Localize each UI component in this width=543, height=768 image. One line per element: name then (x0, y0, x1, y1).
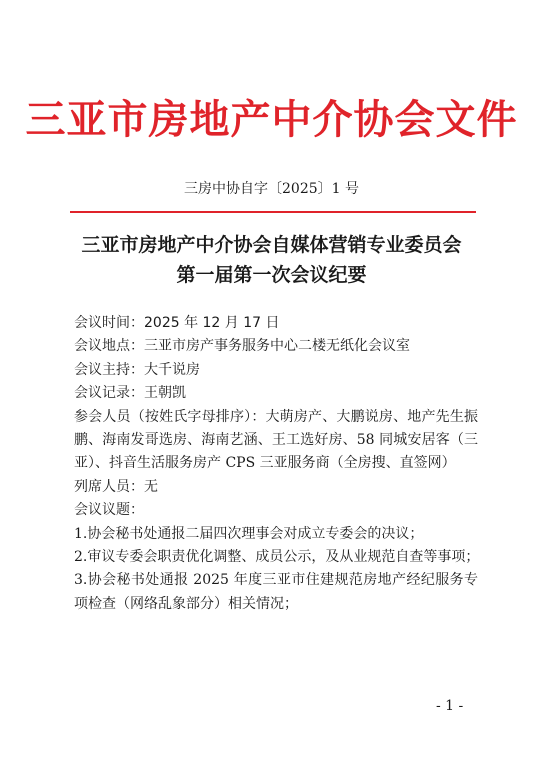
meeting-recorder-value: 王朝凯 (144, 385, 186, 402)
agenda-item-2: 2.审议专委会职责优化调整、成员公示，及从业规范自查等事项； (74, 549, 480, 566)
meeting-host-row (74, 359, 478, 382)
document-title-line-2: 第一届第一次会议纪要 (176, 264, 367, 286)
meeting-time-value: 2025 年 12 月 17 日 (144, 315, 280, 331)
meeting-time-row (74, 312, 478, 335)
meeting-place-value: 三亚市房产事务服务中心二楼无纸化会议室 (144, 338, 410, 355)
meeting-place-label: 会议地点： (74, 338, 144, 355)
meeting-host-label: 会议主持： (74, 361, 144, 378)
meeting-recorder-row (74, 382, 478, 405)
meeting-agenda-label: 会议议题： (74, 502, 144, 519)
agenda-item-3: 3.协会秘书处通报 2025 年度三亚市住建规范房地产经纪服务专项检查（网络乱象部分）相关情况； (74, 572, 478, 612)
document-number: 三房中协自字〔2025〕1 号 (184, 181, 359, 197)
meeting-place-row (74, 335, 478, 358)
meeting-host-value: 大千说房 (144, 361, 200, 378)
meeting-attendees-value: 大萌房产、大鹏说房、地产先生振鹏、海南发哥选房、海南艺涵、王工选好房、58 同城安居客（三亚）、抖音生活服务房产 CPS 三亚服务商（全房搜、直签网） (74, 408, 478, 472)
page-number: - 1 - (436, 698, 464, 714)
meeting-attendees-label: 参会人员（按姓氏字母排序）： (74, 408, 266, 425)
document-title (0, 230, 543, 290)
meeting-time-label: 会议时间： (74, 315, 144, 331)
meeting-attendees-row (74, 406, 478, 476)
document-title-line-1: 三亚市房地产中介协会自媒体营销专业委员会 (81, 234, 462, 256)
meeting-observers-value: 无 (144, 478, 158, 495)
org-header-title: 三亚市房地产中介协会文件 (25, 97, 518, 143)
meeting-observers-row (74, 476, 478, 499)
meeting-observers-label: 列席人员： (74, 478, 144, 495)
meeting-details (74, 312, 478, 616)
red-divider-line (70, 211, 476, 213)
meeting-recorder-label: 会议记录： (74, 385, 144, 402)
agenda-item-1: 1.协会秘书处通报二届四次理事会对成立专委会的决议； (74, 525, 424, 542)
